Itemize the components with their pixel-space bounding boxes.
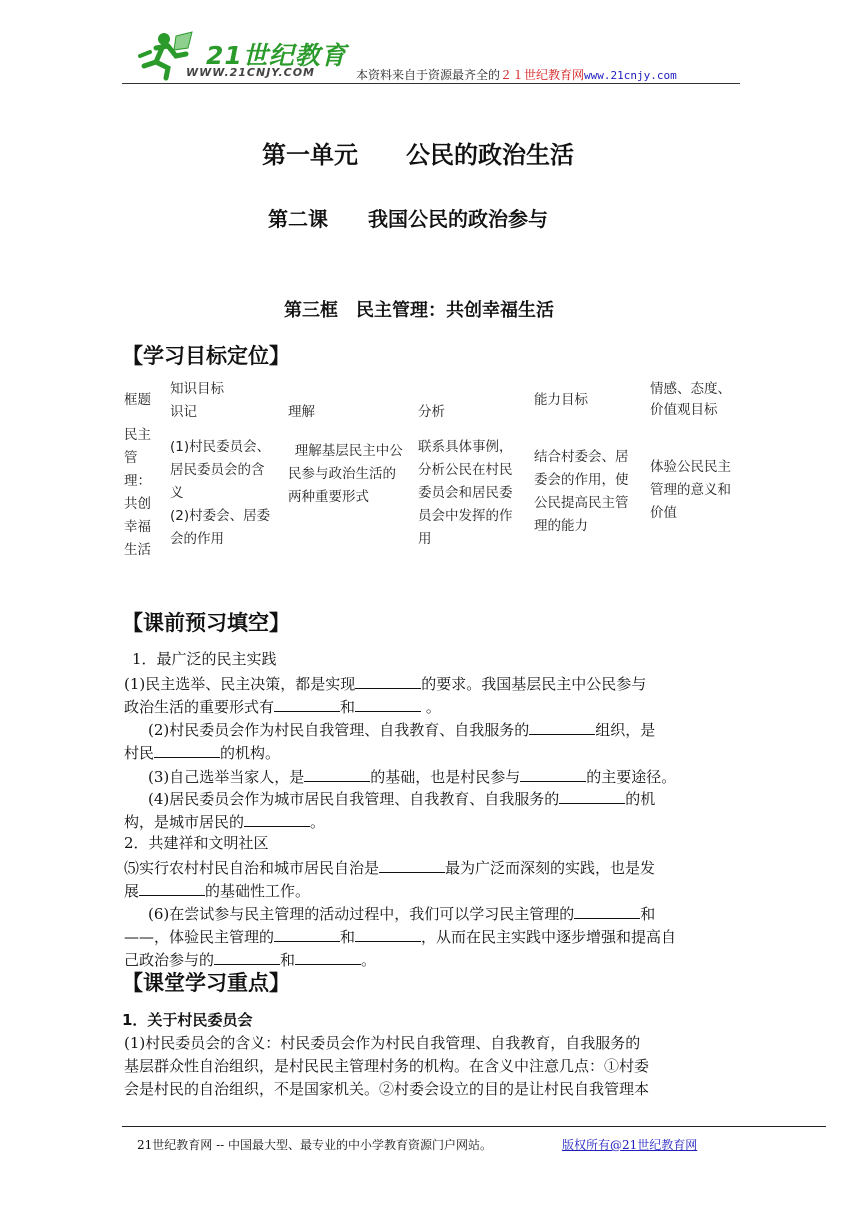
frame-title: 第三框 民主管理：共创幸福生活: [284, 300, 554, 321]
blank[interactable]: [559, 786, 625, 804]
header-site-url[interactable]: www.21cnjy.com: [584, 69, 677, 82]
section-heading-goals: 【学习目标定位】: [122, 344, 290, 368]
footer-divider: [122, 1126, 826, 1127]
header-note-text: 本资料来自于资源最齐全的: [356, 68, 501, 82]
table-cell-emotion: 体验公民民主管理的意义和价值: [650, 459, 731, 521]
blank[interactable]: [304, 764, 370, 782]
blank[interactable]: [214, 947, 280, 965]
focus-heading-1: 1．关于村民委员会: [122, 1011, 253, 1029]
blank[interactable]: [295, 947, 361, 965]
table-header-understand: 理解: [288, 404, 315, 420]
logo-text: 21世纪教育: [206, 41, 347, 70]
preview-item-5-cont: 展 的基础性工作。: [124, 878, 310, 903]
preview-item-4-cont: 构，是城市居民的 。: [124, 809, 325, 834]
section-heading-preview: 【课前预习填空】: [122, 611, 290, 635]
table-cell-understand: 理解基层民主中公民参与政治生活的两种重要形式: [288, 443, 403, 505]
blank[interactable]: [355, 671, 421, 689]
table-cell-analyze: 联系具体事例，分析公民在村民委员会和居民委员会中发挥的作用: [418, 439, 513, 547]
header-note: [356, 66, 677, 83]
header-site-name[interactable]: ２１世纪教育网: [500, 68, 585, 82]
preview-item-2-cont: 村民 的机构。: [124, 740, 280, 765]
table-header-recall: 识记: [170, 404, 197, 420]
blank[interactable]: [355, 924, 421, 942]
blank[interactable]: [379, 855, 445, 873]
unit-title: 第一单元 公民的政治生活: [262, 141, 574, 169]
table-header-knowledge: 知识目标: [170, 381, 224, 397]
preview-item-6-cont: ——，体验民主管理的 和 ，从而在民主实践中逐步增强和提高自: [124, 924, 676, 949]
table-header-ability: 能力目标: [534, 392, 588, 408]
blank[interactable]: [244, 809, 310, 827]
preview-item-3: (3)自己选举当家人，是 的基础，也是村民参与 的主要途径。: [148, 764, 676, 789]
preview-item-6-cont2: 己政治参与的 和 。: [124, 947, 376, 972]
preview-item-5: ⑸实行农村村民自治和城市居民自治是 最为广泛而深刻的实践，也是发: [124, 855, 655, 880]
table-header-analyze: 分析: [418, 404, 445, 420]
preview-item-1-cont: 政治生活的重要形式有 和 。: [124, 694, 441, 719]
preview-item-1: (1)民主选举、民主决策，都是实现 的要求。我国基层民主中公民参与: [124, 671, 646, 696]
preview-item-2: (2)村民委员会作为村民自我管理、自我教育、自我服务的 组织，是: [148, 717, 655, 742]
table-header-emotion: 情感、态度、价值观目标: [650, 381, 731, 418]
footer-copyright-link[interactable]: 版权所有@21世纪教育网: [562, 1138, 698, 1152]
focus-line-2: 基层群众性自治组织，是村民民主管理村务的机构。在含义中注意几点：①村委: [124, 1057, 650, 1075]
table-cell-ability: 结合村委会、居委会的作用，使公民提高民主管理的能力: [534, 449, 629, 534]
blank[interactable]: [355, 694, 421, 712]
blank[interactable]: [139, 878, 205, 896]
preview-item-6: (6)在尝试参与民主管理的活动过程中，我们可以学习民主管理的 和: [148, 901, 655, 926]
focus-line-1: (1)村民委员会的含义：村民委员会作为村民自我管理、自我教育，自我服务的: [124, 1034, 641, 1052]
lesson-title: 第二课 我国公民的政治参与: [268, 207, 548, 231]
section-heading-focus: 【课堂学习重点】: [122, 971, 290, 995]
focus-line-3: 会是村民的自治组织，不是国家机关。②村委会设立的目的是让村民自我管理本: [124, 1080, 650, 1098]
logo-url: WWW.21CNJY.COM: [186, 66, 315, 79]
table-cell-recall: (1)村民委员会、居民委员会的含义 (2)村委会、居委会的作用: [170, 439, 271, 547]
preview-item-4: (4)居民委员会作为城市居民自我管理、自我教育、自我服务的 的机: [148, 786, 655, 811]
table-cell-topic: 民主管理：共创幸福生活: [124, 427, 151, 558]
blank[interactable]: [274, 924, 340, 942]
table-header-topic: 框题: [124, 392, 151, 408]
blank[interactable]: [274, 694, 340, 712]
preview-heading-2: 2．共建祥和文明社区: [124, 834, 269, 852]
preview-heading-1: 1．最广泛的民主实践: [132, 650, 277, 668]
blank[interactable]: [529, 717, 595, 735]
blank[interactable]: [154, 740, 220, 758]
blank[interactable]: [520, 764, 586, 782]
blank[interactable]: [574, 901, 640, 919]
footer-text: 21世纪教育网 -- 中国最大型、最专业的中小学教育资源门户网站。: [137, 1138, 493, 1152]
header-divider: [122, 83, 740, 84]
